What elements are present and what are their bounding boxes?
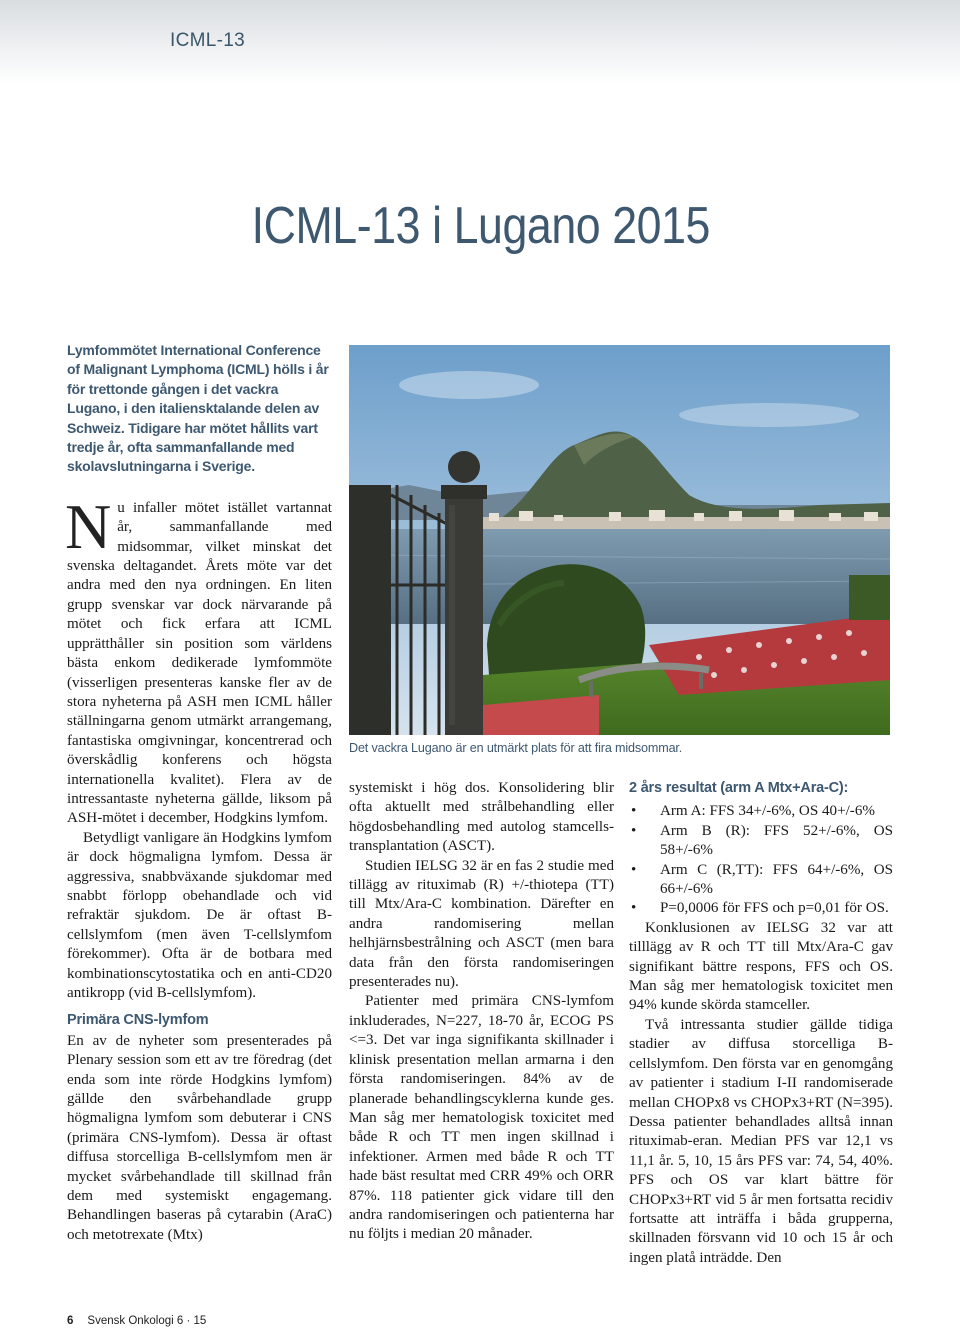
body-paragraph [65, 490, 332, 829]
bullet-icon: • [631, 822, 637, 839]
page-title: ICML-13 i Lugano 2015 [251, 197, 710, 255]
bullet-icon: • [631, 861, 637, 878]
header-band [0, 0, 960, 84]
list-item [629, 861, 893, 900]
body-paragraph: Patienter med primära CNS-lymfom inkluderades, N=227, 18-70 år, ECOG PS <=3. Det var inga signifikanta skillnader i klinisk presentation mellan armarna i den första randomiseringen. 84% av de planerade behandlingscyklerna kunde ges. Man såg mer hematologisk toxicitet med både R och TT men ingen skillnad i infektioner. Armen med både R och TT hade bäst resultat med CRR 49% och ORR 87%. 118 patienter gick vidare till den andra randomiseringen och patienterna har nu följts i median 20 månader. [349, 993, 614, 1243]
list-item-text: P=0,0006 för FFS och p=0,01 för OS. [660, 900, 889, 917]
list-item-text: Arm A: FFS 34+/-6%, OS 40+/-6% [660, 803, 875, 820]
body-paragraph: En av de nyheter som presenterades på Plenary session som ett av tre föredrag (det enda som inte rörde Hodgkins lymfom) gällde den svårbehandlade grupp högmaligna lymfom som debuterar i CNS (primära CNS-lymfom). Dessa är oftast diffusa storcelliga B-cellslymfom men är mycket svårbehandlade till skillnad från dem med systemiskt engagemang. Behandlingen baseras på cytarabin (AraC) och metotrexate (Mtx) [67, 1032, 332, 1243]
article-column-3 [629, 779, 893, 1268]
list-item-text: Arm C (R,TT): FFS 64+/-6%, OS 66+/-6% [660, 861, 893, 898]
page-footer [67, 1315, 206, 1327]
publication-name: Svensk Onkologi 6 · 15 [87, 1315, 207, 1327]
bullet-icon: • [631, 900, 637, 917]
list-item [629, 899, 893, 918]
running-header: ICML-13 [170, 30, 245, 51]
section-heading: Primära CNS-lymfom [67, 1012, 209, 1029]
list-item-text: Arm B (R): FFS 52+/-6%, OS 58+/-6% [660, 822, 893, 859]
lugano-photo [349, 345, 890, 735]
article-column-1 [67, 341, 332, 1245]
body-paragraph: Konklusionen av IELSG 32 var att tilllägg av R och TT till Mtx/Ara-C gav signifikant bättre respons, FFS och OS. Man såg mer hematologisk toxicitet men 94% kunde skörda stamceller. [629, 919, 893, 1014]
body-paragraph: systemiskt i hög dos. Konsolidering blir ofta aktuellt med strålbehandling eller högdosbehandling med autolog stamcells-transplantation (ASCT). [349, 780, 614, 855]
body-text: u infaller mötet istället vartannat år, sammanfallande med midsommar, vilket minskat det svenska deltagandet. Årets möte var det andra med den nya ordningen. En liten grupp svenskar var dock närvarande på mötet och fick erfara att ICML upprätthåller sin position som världens bästa enkom dedikerade lymfommöte (visserligen presenteras kanske fler av de stora nyheterna på ASH men ICML håller ställningarna genom utmärkt arrangemang, fantastiska omgivningar, koncentrerad och överskådlig konferens och högsta internationella kvalitet). Flera av de intressantaste nyheterna gällde, liksom på ASH-mötet i december, Hodgkins lymfom. [67, 499, 332, 827]
bullet-icon: • [631, 803, 637, 820]
results-list [629, 802, 893, 918]
body-paragraph: Två intressanta studier gällde tidiga stadier av diffusa storcelliga B-cellslymfom. Den första var en genomgång av patienter i stadium I-II randomiserade mellan CHOPx8 vs CHOPx3+RT (N=395). Dessa patienter behandlades alltså innan rituximab-eran. Median PFS var 12,1 vs 11,1 år. 5, 10, 15 års PFS var: 74, 54, 40%. PFS och OS var klart bättre för CHOPx3+RT vid 5 år men fortsatta recidiv fortsatte att inträffa i båda grupperna, skillnaden försvann vid 10 och 15 år och ingen platå inträdde. Den [629, 1016, 893, 1266]
drop-cap: N [65, 490, 112, 562]
results-heading: 2 års resultat (arm A Mtx+Ara-C): [629, 780, 849, 796]
page-number: 6 [67, 1315, 74, 1327]
photo-caption: Det vackra Lugano är en utmärkt plats för att fira midsommar. [349, 741, 683, 755]
body-paragraph: Studien IELSG 32 är en fas 2 studie med tillägg av rituximab (R) +/-thiotepa (TT) till Mtx/Ara-C kombination. Därefter en andra randomisering mellan helhjärnsbestrålning och ASCT (men bara data från den första randomiseringen presenterades nu). [349, 857, 614, 991]
lead-paragraph: Lymfommötet International Conference of Malignant Lymphoma (ICML) hölls i år för trettonde gången i det vackra Lugano, i den italiensktalande delen av Schweiz. Tidigare har mötet hållits vart tredje år, ofta sammanfallande med skolavslutningarna i Sverige. [67, 342, 329, 475]
article-column-2 [349, 779, 614, 1245]
list-item [629, 822, 893, 861]
list-item [629, 802, 893, 821]
body-paragraph: Betydligt vanligare än Hodgkins lymfom är dock högmaligna lymfom. Dessa är aggressiva, snabbväxande sjukdomar med snabbt förlopp obehandlade och vid refraktär sjukdom. De är oftast B-cellslymfom (men även T-cellslymfom förekommer). Ofta är de botbara med kombinationscytostatika och en anti-CD20 antikropp (vid B-cellslymfom). [67, 829, 332, 1001]
